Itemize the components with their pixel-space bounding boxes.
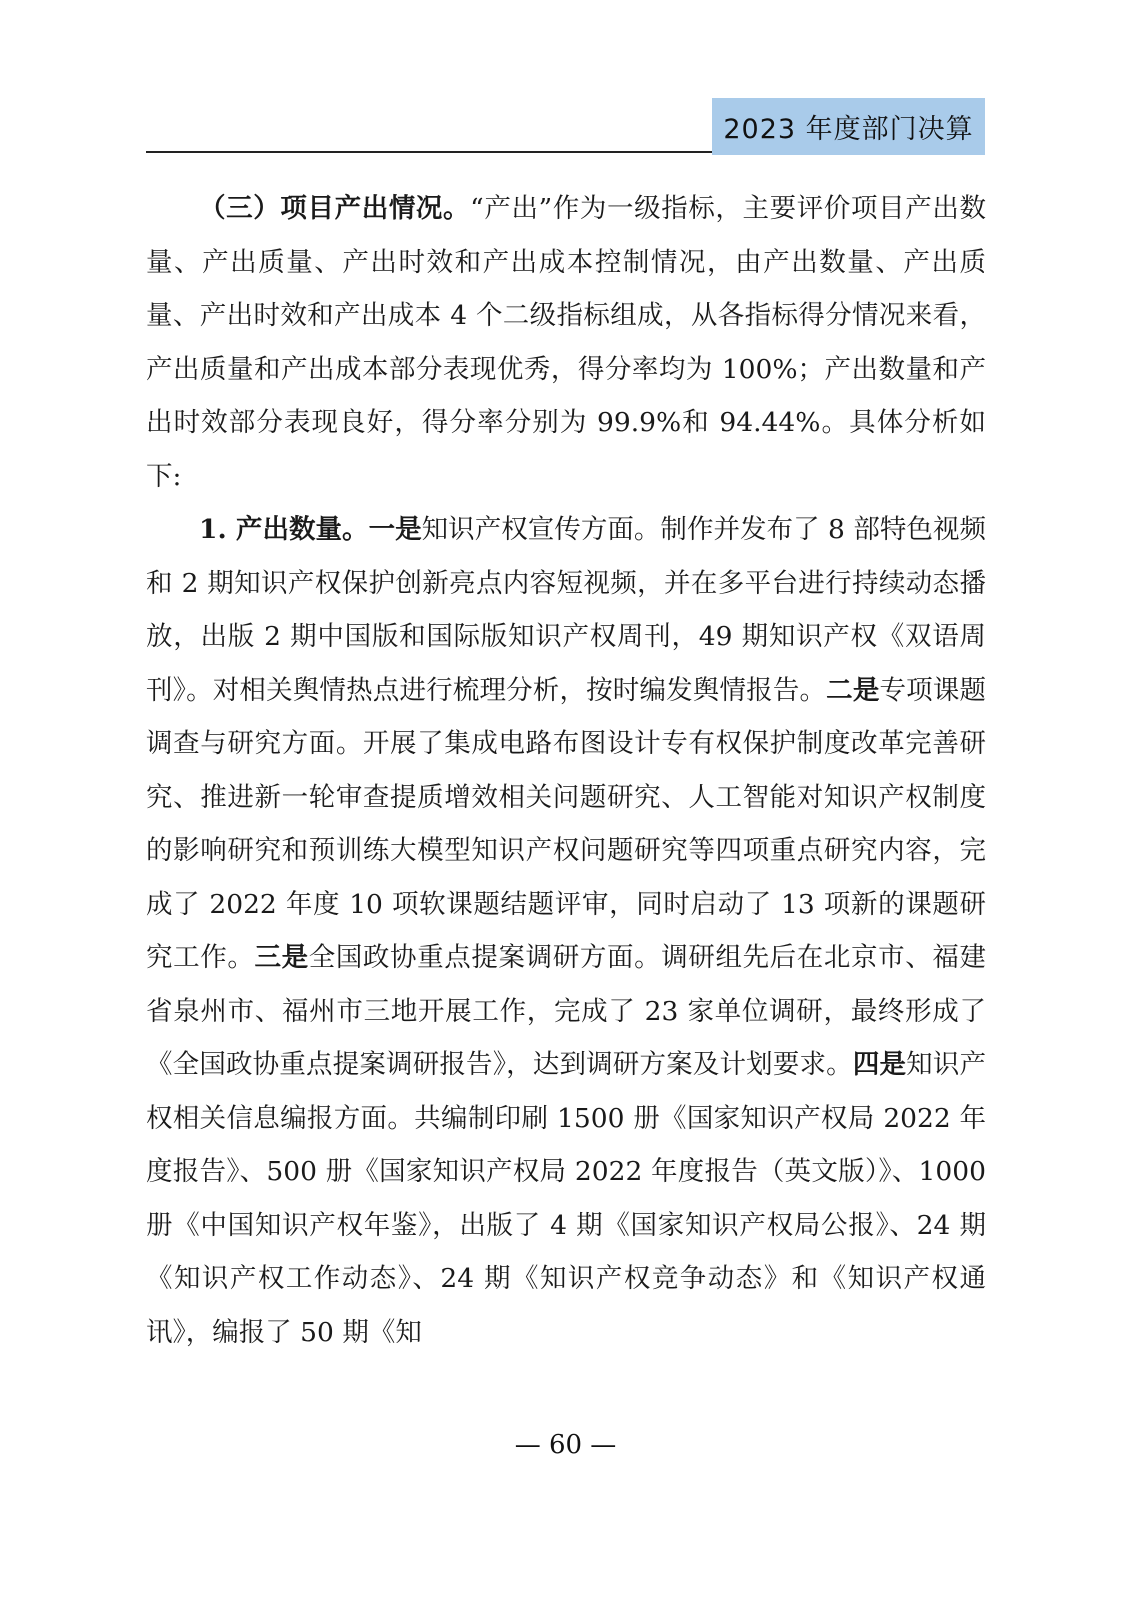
page-number: — 60 — xyxy=(514,1430,617,1460)
item-1-text-4: 知识产权相关信息编报方面。共编制印刷 1500 册《国家知识产权局 2022 年度报告》、500 册《国家知识产权局 2022 年度报告（英文版）》、1000 册《中国知识产权年鉴》，出版了 4 期《国家知识产权局公报》、24 期《知识产权工作动态》、24 期《知识产权竞争动态》和《知识产权通讯》，编报了 50 期《知 xyxy=(146,1049,987,1348)
item-1-label-3: 三是 xyxy=(254,942,309,973)
section-3-heading: （三）项目产出情况。 xyxy=(199,193,471,224)
header-title-badge xyxy=(712,98,985,155)
header-rule xyxy=(146,151,712,153)
item-1-text-2: 专项课题调查与研究方面。开展了集成电路布图设计专有权保护制度改革完善研究、推进新一轮审查提质增效相关问题研究、人工智能对知识产权制度的影响研究和预训练大模型知识产权问题研究等四项重点研究内容，完成了 2022 年度 10 项软课题结题评审，同时启动了 13 项新的课题研究工作。 xyxy=(146,674,987,973)
section-3-body: “产出”作为一级指标，主要评价项目产出数量、产出质量、产出时效和产出成本控制情况，由产出数量、产出质量、产出时效和产出成本 4 个二级指标组成，从各指标得分情况来看，产出质量和产出成本部分表现优秀，得分率均为 100%；产出数量和产出时效部分表现良好，得分率分别为 99.9%和 94.44%。具体分析如下: xyxy=(146,193,986,492)
item-1-text-1: 知识产权宣传方面。制作并发布了 8 部特色视频和 2 期知识产权保护创新亮点内容短视频，并在多平台进行持续动态播放，出版 2 期中国版和国际版知识产权周刊，49 期知识产权《双语周刊》。对相关舆情热点进行梳理分析，按时编发舆情报告。 xyxy=(146,514,986,706)
item-1-paragraph xyxy=(146,503,986,1359)
item-1-heading: 1. 产出数量。 xyxy=(199,514,369,545)
document-body xyxy=(146,182,986,1359)
section-3-paragraph xyxy=(146,182,986,503)
item-1-label-1: 一是 xyxy=(368,514,422,545)
item-1-label-4: 四是 xyxy=(852,1049,907,1080)
header-title: 2023 年度部门决算 xyxy=(723,114,974,145)
item-1-label-2: 二是 xyxy=(826,674,880,706)
item-1-text-3: 全国政协重点提案调研方面。调研组先后在北京市、福建省泉州市、福州市三地开展工作，完成了 23 家单位调研，最终形成了《全国政协重点提案调研报告》，达到调研方案及计划要求。 xyxy=(146,942,987,1080)
